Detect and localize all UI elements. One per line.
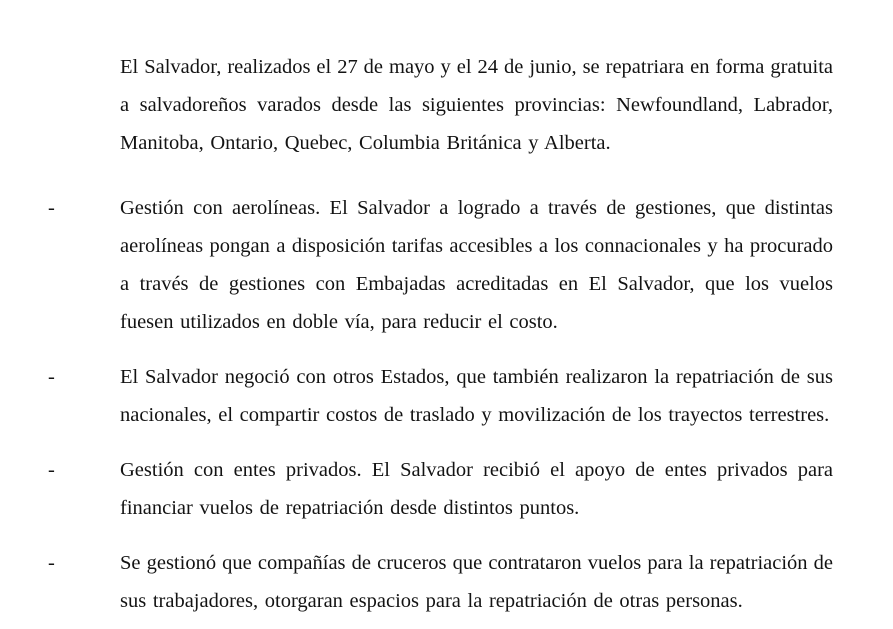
text-line: a salvadoreños varados desde las siguientes provincias: Newfoundland, Labrador, bbox=[120, 94, 833, 116]
bullet-dash: - bbox=[48, 459, 55, 481]
paragraph-repatriation-flights bbox=[120, 48, 833, 162]
paragraph-airline-negotiations bbox=[48, 189, 833, 341]
bullet-dash: - bbox=[48, 366, 55, 388]
text-line: Se gestionó que compañías de cruceros que contrataron vuelos para la repatriación de bbox=[120, 552, 833, 574]
text-line: Gestión con entes privados. El Salvador recibió el apoyo de entes privados para bbox=[120, 459, 833, 481]
text-line: sus trabajadores, otorgaran espacios para la repatriación de otras personas. bbox=[120, 590, 743, 612]
text-line: El Salvador negoció con otros Estados, que también realizaron la repatriación de sus bbox=[120, 366, 833, 388]
text-line: aerolíneas pongan a disposición tarifas accesibles a los connacionales y ha procurado bbox=[120, 235, 833, 257]
bullet-dash: - bbox=[48, 197, 55, 219]
paragraph-state-cost-sharing bbox=[48, 358, 833, 434]
text-line: Manitoba, Ontario, Quebec, Columbia Británica y Alberta. bbox=[120, 132, 611, 154]
text-line: nacionales, el compartir costos de traslado y movilización de los trayectos terrestres. bbox=[120, 404, 830, 426]
document-text-block bbox=[48, 48, 833, 629]
paragraph-cruise-companies bbox=[48, 544, 833, 620]
text-line: fuesen utilizados en doble vía, para reducir el costo. bbox=[120, 311, 558, 333]
text-line: financiar vuelos de repatriación desde distintos puntos. bbox=[120, 497, 580, 519]
text-line: Gestión con aerolíneas. El Salvador a logrado a través de gestiones, que distintas bbox=[120, 197, 833, 219]
text-line: El Salvador, realizados el 27 de mayo y el 24 de junio, se repatriara en forma gratuita bbox=[120, 56, 833, 78]
bullet-dash: - bbox=[48, 552, 55, 574]
paragraph-private-entities bbox=[48, 451, 833, 527]
text-line: a través de gestiones con Embajadas acreditadas en El Salvador, que los vuelos bbox=[120, 273, 833, 295]
